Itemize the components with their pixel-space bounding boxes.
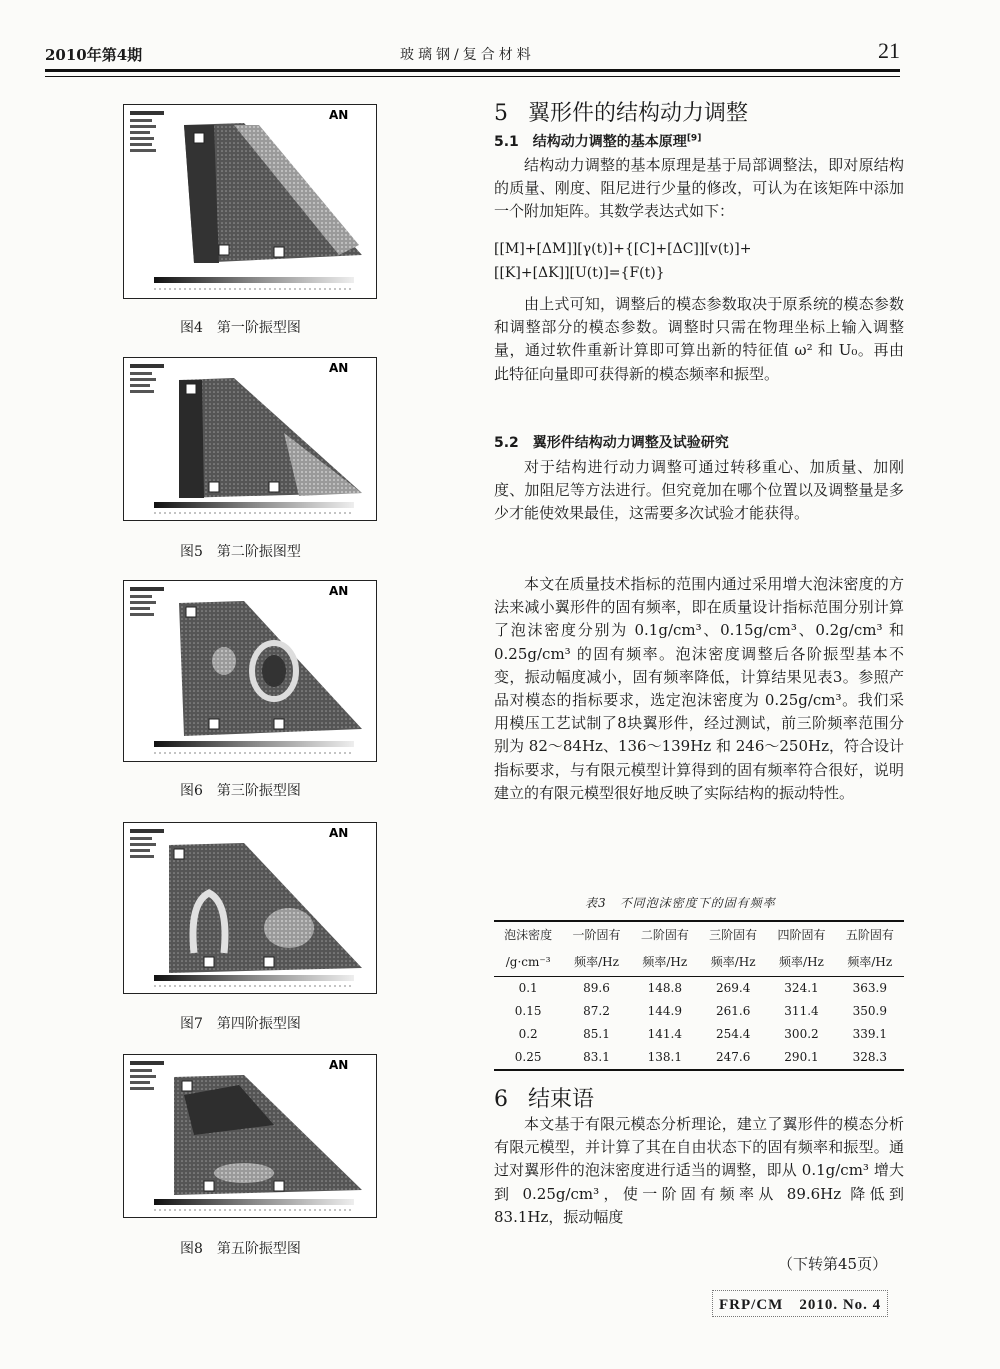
- table-cell: 0.2: [518, 1027, 538, 1041]
- table-cell: 328.3: [836, 1046, 904, 1070]
- table-cell: 339.1: [852, 1027, 887, 1041]
- table-header-row: [494, 921, 904, 949]
- table-cell: 269.4: [715, 981, 751, 995]
- table-header-cell: 频率/Hz: [631, 949, 699, 977]
- table-cell: 87.2: [583, 1004, 610, 1018]
- continued-note: （下转第45页）: [778, 1255, 888, 1273]
- subsection-5-2-heading: 5.2 翼形件结构动力调整及试验研究: [494, 435, 729, 451]
- table-header-cell: 二阶固有: [631, 921, 699, 949]
- page-number: 21: [878, 38, 900, 63]
- table-row: [494, 1000, 904, 1023]
- table-cell: 324.1: [784, 981, 819, 995]
- table-cell: 138.1: [631, 1046, 699, 1070]
- table-cell: 254.4: [715, 1027, 751, 1041]
- table-row: [494, 1046, 904, 1070]
- table-cell: 0.15: [514, 1004, 542, 1018]
- mode-shape-plot: [123, 104, 377, 299]
- table-header-cell: 频率/Hz: [767, 949, 835, 977]
- table-cell: 85.1: [583, 1027, 610, 1041]
- ansys-logo: AN: [329, 361, 349, 375]
- table-cell: 141.4: [647, 1027, 682, 1041]
- table-header-cell: 频率/Hz: [836, 949, 904, 977]
- subsection-5-1-heading: [494, 131, 701, 151]
- mode-shape-plot: [123, 357, 377, 521]
- subsection-title: 5.1 结构动力调整的基本原理: [494, 134, 687, 150]
- table-cell: 89.6: [583, 981, 610, 995]
- table-cell: 261.6: [715, 1004, 751, 1018]
- table-header-row: [494, 949, 904, 977]
- header-rule-thin: [45, 76, 900, 77]
- table-cell: 0.25: [494, 1046, 562, 1070]
- table-header-cell: 泡沫密度: [494, 921, 562, 949]
- running-header-journal: 玻璃钢/复合材料: [400, 47, 535, 63]
- paragraph: 由上式可知，调整后的模态参数取决于原系统的模态参数和调整部分的模态参数。调整时只需在物理坐标上输入调整量，通过软件重新计算即可算出新的特征值 ω² 和 U₀。再由此特征向量即可获得新的模态频率和振型。: [494, 295, 904, 383]
- paragraph: 结构动力调整的基本原理是基于局部调整法，即对原结构的质量、刚度、阻尼进行少量的修改，可认为在该矩阵中添加一个附加矩阵。其数学表达式如下：: [494, 156, 904, 221]
- table-row: [494, 977, 904, 1001]
- equation-line-1: [[M]+[ΔM]][γ(t)]+{[C]+[ΔC]][v(t)]+: [494, 241, 752, 257]
- table-cell: 350.9: [852, 1004, 887, 1018]
- mode-shape-plot: [123, 1054, 377, 1218]
- figure-6: [123, 580, 375, 762]
- running-header-issue: 2010年第4期: [45, 46, 143, 64]
- figure-5-caption: 图5 第二阶振图型: [180, 544, 301, 560]
- table-row: [494, 1023, 904, 1046]
- ansys-logo: AN: [329, 584, 349, 598]
- table-cell: 0.1: [518, 981, 538, 995]
- section-6-heading: [494, 1082, 594, 1113]
- table-header-cell: 一阶固有: [562, 921, 630, 949]
- figure-4: [123, 104, 375, 299]
- section-title: 翼形件的结构动力调整: [528, 101, 749, 126]
- table-cell: 363.9: [852, 981, 887, 995]
- table-cell: 290.1: [767, 1046, 835, 1070]
- figure-4-caption: 图4 第一阶振型图: [180, 320, 301, 336]
- section-title: 结束语: [528, 1087, 595, 1112]
- paragraph: 对于结构进行动力调整可通过转移重心、加质量、加刚度、加阻尼等方法进行。但究竟加在哪个位置以及调整量是多少才能使效果最佳，这需要多次试验才能获得。: [494, 458, 904, 523]
- figure-8: [123, 1054, 375, 1218]
- table-header-cell: 五阶固有: [836, 921, 904, 949]
- table-header-cell: 频率/Hz: [699, 949, 767, 977]
- ansys-logo: AN: [329, 826, 349, 840]
- table-header-cell: 三阶固有: [699, 921, 767, 949]
- table-3-caption: 表3 不同泡沫密度下的固有频率: [585, 896, 776, 910]
- footer-journal-tag: FRP/CM 2010. No. 4: [712, 1290, 888, 1317]
- section-number: 6: [494, 1087, 508, 1112]
- equation-line-2: [[K]+[ΔK]][U(t)]={F(t)}: [494, 265, 665, 281]
- table-cell: 148.8: [647, 981, 682, 995]
- figure-7-caption: 图7 第四阶振型图: [180, 1016, 301, 1032]
- table-cell: 144.9: [647, 1004, 682, 1018]
- figure-5: [123, 357, 375, 521]
- table-cell: 247.6: [699, 1046, 767, 1070]
- header-rule-thick: [45, 69, 900, 72]
- ansys-logo: AN: [329, 108, 349, 122]
- paragraph: 本文在质量技术指标的范围内通过采用增大泡沫密度的方法来减小翼形件的固有频率，即在质量设计指标范围分别计算了泡沫密度分别为 0.1g/cm³、0.15g/cm³、0.2g/cm³ 和 0.25g/cm³ 的固有频率。泡沫密度调整后各阶振型基本不变，振动幅度减小，固有频率降低，计算结果见表3。参照产品对模态的指标要求，选定泡沫密度为 0.25g/cm³。我们采用模压工艺试制了8块翼形件，经过测试，前三阶频率范围分别为 82～84Hz、136～139Hz 和 246～250Hz，符合设计指标要求，与有限元模型计算得到的固有频率符合很好，说明建立的有限元模型很好地反映了实际结构的振动特性。: [494, 575, 904, 802]
- mode-shape-plot: [123, 580, 377, 762]
- mode-shape-plot: [123, 822, 377, 994]
- table-header-cell: /g·cm⁻³: [494, 949, 562, 977]
- ansys-logo: AN: [329, 1058, 349, 1072]
- figure-6-caption: 图6 第三阶振型图: [180, 783, 301, 799]
- table-header-cell: 频率/Hz: [562, 949, 630, 977]
- section-5-heading: [494, 96, 748, 127]
- citation-ref: [9]: [686, 133, 702, 144]
- figure-7: [123, 822, 375, 994]
- table-header-cell: 四阶固有: [767, 921, 835, 949]
- table-cell: 83.1: [562, 1046, 630, 1070]
- table-cell: 300.2: [784, 1027, 819, 1041]
- section-number: 5: [494, 101, 508, 126]
- paragraph: 本文基于有限元模态分析理论，建立了翼形件的模态分析有限元模型，并计算了其在自由状态下的固有频率和振型。通过对翼形件的泡沫密度进行适当的调整，即从 0.1g/cm³ 增大到 0.25g/cm³，使一阶固有频率从 89.6Hz 降低到 83.1Hz，振动幅度: [494, 1115, 904, 1226]
- frequency-table: [494, 920, 904, 1071]
- figure-8-caption: 图8 第五阶振型图: [180, 1241, 301, 1257]
- table-cell: 311.4: [784, 1004, 819, 1018]
